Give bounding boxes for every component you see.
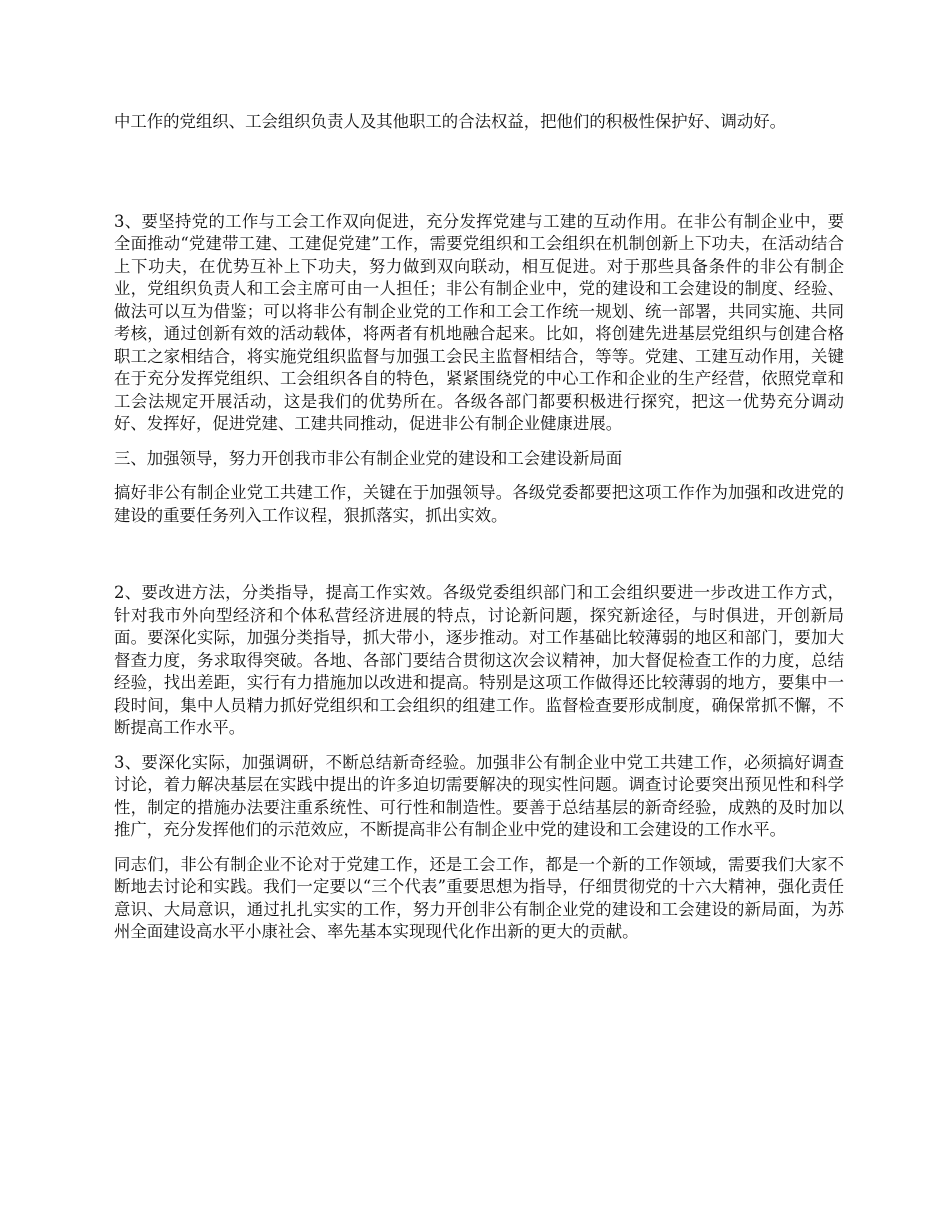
paragraph-continuation: 中工作的党组织、工会组织负责人及其他职工的合法权益，把他们的积极性保护好、调动好。	[114, 112, 787, 131]
paragraph-research-experience: 3、要深化实际，加强调研，不断总结新奇经验。加强非公有制企业中党工共建工作，必须搞好调查讨论，着力解决基层在实践中提出的许多迫切需要解决的现实性问题。调查讨论要突出预见性和科学性，制定的措施办法要注重系统性、可行性和制造性。要善于总结基层的新奇经验，成熟的及时加以推广，充分发挥他们的示范效应，不断提高非公有制企业中党的建设和工会建设的工作水平。	[114, 752, 844, 839]
paragraph-closing-remarks: 同志们，非公有制企业不论对于党建工作，还是工会工作，都是一个新的工作领域，需要我们大家不断地去讨论和实践。我们一定要以“三个代表”重要思想为指导，仔细贯彻党的十六大精神，强化责任意识、大局意识，通过扎扎实实的工作，努力开创非公有制企业党的建设和工会建设的新局面，为苏州全面建设高水平小康社会、率先基本实现现代化作出新的更大的贡献。	[114, 854, 844, 941]
paragraph-improve-methods: 2、要改进方法，分类指导，提高工作实效。各级党委组织部门和工会组织要进一步改进工作方式，针对我市外向型经济和个体私营经济进展的特点，讨论新问题，探究新途径，与时俱进，开创新局面。要深化实际，加强分类指导，抓大带小，逐步推动。对工作基础比较薄弱的地区和部门，要加大督查力度，务求取得突破。各地、各部门要结合贯彻这次会议精神，加大督促检查工作的力度，总结经验，找出差距，实行有力措施加以改进和提高。特别是这项工作做得还比较薄弱的地方，要集中一段时间，集中人员精力抓好党组织和工会组织的组建工作。监督检查要形成制度，确保常抓不懈，不断提高工作水平。	[114, 583, 844, 737]
section-heading-leadership: 三、加强领导，努力开创我市非公有制企业党的建设和工会建设新局面	[114, 448, 623, 468]
document-page	[114, 111, 844, 944]
paragraph-leadership-intro: 搞好非公有制企业党工共建工作，关键在于加强领导。各级党委都要把这项工作作为加强和改进党的建设的重要任务列入工作议程，狠抓落实，抓出实效。	[114, 483, 844, 525]
paragraph-party-union-interaction: 3、要坚持党的工作与工会工作双向促进，充分发挥党建与工建的互动作用。在非公有制企业中，要全面推动“党建带工建、工建促党建”工作，需要党组织和工会组织在机制创新上下功夫，在活动结合上下功夫，在优势互补上下功夫，努力做到双向联动，相互促进。对于那些具备条件的非公有制企业，党组织负责人和工会主席可由一人担任；非公有制企业中，党的建设和工会建设的制度、经验、做法可以互为借鉴；可以将非公有制企业党的工作和工会工作统一规划、统一部署，共同实施、共同考核，通过创新有效的活动载体，将两者有机地融合起来。比如，将创建先进基层党组织与创建合格职工之家相结合，将实施党组织监督与加强工会民主监督相结合，等等。党建、工建互动作用，关键在于充分发挥党组织、工会组织各自的特色，紧紧围绕党的中心工作和企业的生产经营，依照党章和工会法规定开展活动，这是我们的优势所在。各级各部门都要积极进行探究，把这一优势充分调动好、发挥好，促进党建、工建共同推动，促进非公有制企业健康进展。	[114, 211, 844, 433]
